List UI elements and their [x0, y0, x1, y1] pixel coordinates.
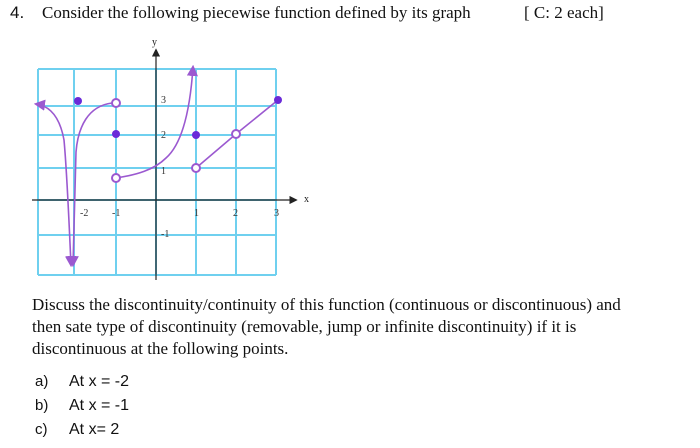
y-tick-label: 3	[161, 95, 166, 106]
part-text: At x= 2	[69, 421, 120, 438]
open-point	[112, 174, 120, 182]
x-tick-label: -2	[80, 208, 89, 219]
open-point	[232, 130, 240, 138]
question-header	[10, 3, 690, 27]
open-point	[192, 164, 200, 172]
points-label: [ C: 2 each]	[524, 3, 604, 22]
y-tick-label: 1	[161, 166, 166, 177]
x-axis-label: x	[304, 194, 309, 205]
open-point	[112, 99, 120, 107]
part-letter: b)	[35, 397, 49, 414]
question-title: Consider the following piecewise function defined by its graph	[42, 3, 471, 22]
x-tick-label: 2	[233, 208, 238, 219]
closed-point	[74, 97, 82, 105]
part-letter: a)	[35, 373, 49, 390]
function-graph	[26, 32, 316, 282]
closed-point	[192, 131, 200, 139]
part-text: At x = -2	[69, 373, 130, 390]
y-tick-label: -1	[161, 229, 170, 240]
question-number: 4.	[10, 3, 25, 22]
discussion-line: Discuss the discontinuity/continuity of this function (continuous or discontinuous) and	[32, 295, 621, 314]
y-tick-label: 2	[161, 130, 166, 141]
discussion-line: then sate type of discontinuity (removable, jump or infinite discontinuity) if it is	[32, 317, 577, 336]
center-curve-branch	[116, 67, 193, 178]
part-text: At x = -1	[69, 397, 130, 414]
part-letter: c)	[35, 421, 48, 438]
left-curve-branch	[36, 104, 71, 265]
closed-point	[274, 96, 282, 104]
closed-point	[112, 130, 120, 138]
middle-curve-branch	[73, 103, 112, 265]
x-tick-label: -1	[112, 208, 121, 219]
discussion-line: discontinuous at the following points.	[32, 339, 289, 358]
discussion-text	[32, 294, 694, 360]
x-tick-label: 1	[194, 208, 199, 219]
y-axis-label: y	[152, 37, 157, 48]
x-tick-label: 3	[274, 208, 279, 219]
